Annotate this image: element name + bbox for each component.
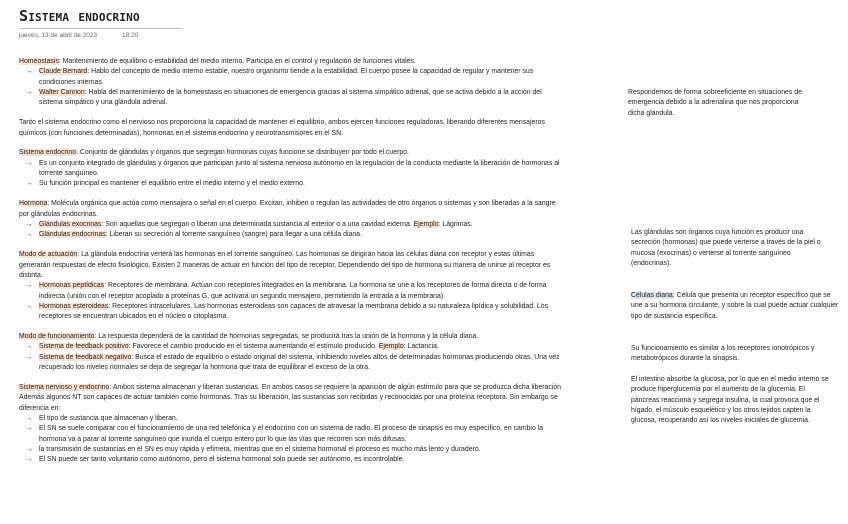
arrow-right-icon: → <box>25 68 33 76</box>
list-item: → Hormonas esteroideas: Receptores intracelulares. Las hormonas esteroideas son capaces de atravesar la membrana debido a su naturaleza lipídica y solubilidad. Los receptores se encuentran ubicados en el núcleo o citoplasma. <box>19 302 567 323</box>
side-note-celulas-diana: Células diana: Célula que presenta un receptor específico que se une a su hormona circulante, y sobre la cual puede actuar cualquier tipo de sustancia específica. <box>631 292 839 320</box>
term-ejemplo: Ejemplo <box>378 343 404 351</box>
page-title: Sistema endocrino <box>19 7 140 25</box>
list-item: → Glándulas exocrinas: Son aquellas que segregan o liberan una determinada sustancia al exterior o a una cavidad externa. Ejemplo: Lágrimas. <box>19 220 567 230</box>
note-body <box>19 57 567 475</box>
page-date: jueves, 13 de abril de 2023 <box>19 32 98 39</box>
list-item: → Sistema de feedback negativo: Busca el estado de equilibrio o estado original del sistema, inhibiendo niveles altos de determinadas hormonas produciendo otras. Una vez recuperado los niveles normales se deja de segregar la hormona que trata de equilibrar el exceso de la otra. <box>19 353 567 374</box>
arrow-right-icon: → <box>25 159 33 167</box>
list-item: → Claude Bernard: Hablo del concepto de medio interno estable, nuestro organismo tiende a la estabilidad. El cuerpo posee la capacidad de regular y mantener sus condiciones internas. <box>19 67 567 88</box>
arrow-right-icon: → <box>25 343 33 351</box>
list-item: → Es un conjunto integrado de glándulas y órganos que participan junto al sistema nervioso autónomo en la regulación de la conducta mediante la liberación de hormonas al torrente sanguíneo. <box>19 159 567 180</box>
list-item: → El SN puede ser tanto voluntario como autónomo, pero el sistema hormonal solo puede ser autónomo, es incontrolable. <box>19 455 567 465</box>
section-hormona: Hormona: Molécula orgánica que actúa como mensajera o señal en el cuerpo. Excitan, inhiben o regulan las actividades de otro órganos o sistemas y son liberadas a la sangre por glándulas endocrinas. → Glándulas exocrinas: Son aquellas que segregan o liberan una determinada sustancia al exterior o a una cavidad externa. Ejemplo: Lágrimas. → Glándulas endocrinas: Liberan su secreción al torrente sanguíneo (sangre) para llegar a una célula diana. <box>19 199 567 240</box>
term-celulas-diana: Células diana <box>631 292 673 299</box>
list-item: → Sistema de feedback positivo: Favorece el cambio producido en el sistema aumentando el estímulo producido. Ejemplo: Lactancia. <box>19 342 567 352</box>
section-intro <box>19 118 567 139</box>
definition-text: : Mantenimiento de equilibrio o estabilidad del medio interno. Participa en el control y regulación de funciones vitales. <box>58 58 416 65</box>
section-modo-actuacion: Modo de actuación: La glándula endocrina verterá las hormonas en el torrente sanguíneo. Las hormonas se dirigirán hacia las células diana con receptor y estas últimas generarán respuestas de efecto fisiológico. Existen 2 maneras de actuar en función del tipo de receptor, Dependiendo del tipo de hormona su manera de unirse al receptor es distinta. → Hormonas peptídicas: Receptores de membrana. Actúan con receptores integrados en la membrana. La hormona se une a los receptores de forma directa o de forma indirecta (unión con el receptor acoplado a proteínas G, que activará un segundo mensajero, permitiendo la entrada a la membrana). → Hormonas esteroideas: Receptores intracelulares. Las hormonas esteroideas son capaces de atravesar la membrana debido a su naturaleza lipídica y solubilidad. Los receptores se encuentran ubicados en el núcleo o citoplasma. <box>19 250 567 322</box>
term-glandulas-endocrinas: Glándulas endocrinas <box>39 231 106 239</box>
list-item: → la transmisión de sustancias en el SN es muy rápida y efímera, mientras que en el sistema hormonal el proceso es mucho más lento y duradero. <box>19 445 567 455</box>
term-glandulas-exocrinas: Glándulas exocrinas <box>39 220 102 228</box>
list-item: → Walter Cannon: Habla del mantenimiento de la homeostasis en situaciones de emergencia gracias al sistema simpático adrenal, que se activa debido a la acción del sistema simpático y una glándula adrenal. <box>19 88 567 109</box>
list-item: → Su función principal es mantener el equilibrio entre el medio interno y el medio externo. <box>19 179 567 189</box>
term-modo-actuacion: Modo de actuación <box>19 251 78 259</box>
side-note-adrenalina: Respondemos de forma sobreeficiente en situaciones de emergencia debido a la adrenalina que nos proporciona dicha glándula. <box>628 89 802 117</box>
section-modo-funcionamiento: Modo de funcionamiento: La respuesta dependerá de la cantidad de hormonas segregadas, se producirá tras la unión de la hormona y la célula diana. → Sistema de feedback positivo: Favorece el cambio producido en el sistema aumentando el estímulo producido. Ejemplo: Lactancia. → Sistema de feedback negativo: Busca el estado de equilibrio o estado original del sistema, inhibiendo niveles altos de determinadas hormonas produciendo otras. Una vez recuperado los niveles normales se deja de segregar la hormona que trata de equilibrar el exceso de la otra. <box>19 332 567 373</box>
list-item: → El SN se suele comparar con el funcionamiento de una red telefónica y el endocrino con un sistema de radio. El proceso de sinapsis es muy específico, en cambio la hormona va a parar al torrente sanguíneo que inunda el cuerpo entero por lo que las vías que recorren son más difusas. <box>19 424 567 445</box>
term-sistema-endocrino: Sistema endocrino <box>19 149 77 157</box>
paragraph: Tanto el sistema endocrino como el nervioso nos proporciona la capacidad de mantener el equilibrio, ambos ejercen funciones reguladoras, liberando diferentes mensajeros químicos (con funciones determinadas), hormonas en el sistema endocrino y neurotransmisores en el SN. <box>19 119 545 137</box>
section-sistema-nervioso-endocrino: Sistema nervioso y endocrino: Ambos sistema almacenan y liberan sustancias. En ambos casos se requiere la aparición de algún estímulo para que se produzca dicha liberación. Además algunos NT son capaces de actuar también como hormonas. Tras su liberación, las sustancias son recibidas y reconocidas por una proteína receptora. Sin embargo se diferencia en: → El tipo de sustancia que almacenan y liberan. → El SN se suele comparar con el funcionamiento de una red telefónica y el endocrino con un sistema de radio. El proceso de sinapsis es muy específico, en cambio la hormona va a parar al torrente sanguíneo que inunda el cuerpo entero por lo que las vías que recorren son más difusas. → la transmisión de sustancias en el SN es muy rápida y efímera, mientras que en el sistema hormonal el proceso es mucho más lento y duradero. → El SN puede ser tanto voluntario como autónomo, pero el sistema hormonal solo puede ser autónomo, es incontrolable. <box>19 383 567 466</box>
term-walter-cannon: Walter Cannon <box>39 89 85 97</box>
arrow-right-icon: → <box>25 414 33 422</box>
arrow-right-icon: → <box>25 220 33 228</box>
arrow-right-icon: → <box>25 231 33 239</box>
term-hormonas-esteroideas: Hormonas esteroideas <box>39 302 109 310</box>
term-claude-bernard: Claude Bernard <box>39 68 88 76</box>
term-sistema-nervioso-endocrino: Sistema nervioso y endocrino <box>19 383 110 391</box>
term-feedback-positivo: Sistema de feedback positivo <box>39 343 129 351</box>
list-item: → El tipo de sustancia que almacenan y liberan. <box>19 414 567 424</box>
side-note-glandulas: Las glándulas son órganos cuya función es producir una secreción (hormonas) que puede verterse a través de la piel o mucosa (exocrinas) o verterse al torrente sanguíneo (endocrinas). <box>631 229 821 267</box>
list-item: → Glándulas endocrinas: Liberan su secreción al torrente sanguíneo (sangre) para llegar a una célula diana. <box>19 230 567 240</box>
term-modo-funcionamiento: Modo de funcionamiento <box>19 333 95 341</box>
arrow-right-icon: → <box>25 282 33 290</box>
title-divider <box>19 28 182 29</box>
section-homeostasis <box>19 57 567 109</box>
arrow-right-icon: → <box>25 456 33 464</box>
side-note-glucosa: El intestino absorbe la glucosa, por lo que en el medio interno se produce hiperglucemia por el aumento de la glucemia. El páncreas reacciona y segrega insulina, la cual provoca que el hígado, el músculo esquelético y los otros tejidos capten la glucosa, recuperando así los niveles iniciales de glucemia. <box>631 376 829 425</box>
side-note-receptores: Su funcionamiento es similar a los receptores ionotrópicos y metabotrópicos durante la sinapsis. <box>631 345 815 363</box>
arrow-right-icon: → <box>25 302 33 310</box>
page-time: 18:20 <box>122 32 139 39</box>
term-homeostasis: Homeostasis <box>19 58 59 65</box>
list-item: → Hormonas peptídicas: Receptores de membrana. Actúan con receptores integrados en la membrana. La hormona se une a los receptores de forma directa o de forma indirecta (unión con el receptor acoplado a proteínas G, que activará un segundo mensajero, permitiendo la entrada a la membrana). <box>19 281 567 302</box>
arrow-right-icon: → <box>25 446 33 453</box>
section-sistema-endocrino: Sistema endocrino: Conjunto de glándulas y órganos que segregan hormonas cuyas funcione se distribuyen por todo el cuerpo. → Es un conjunto integrado de glándulas y órganos que participan junto al sistema nervioso autónomo en la regulación de la conducta mediante la liberación de hormonas al torrente sanguíneo. → Su función principal es mantener el equilibrio entre el medio interno y el medio externo. <box>19 148 567 189</box>
term-hormonas-peptidicas: Hormonas peptídicas <box>39 282 105 290</box>
arrow-right-icon: → <box>25 89 33 97</box>
arrow-right-icon: → <box>25 425 33 433</box>
arrow-right-icon: → <box>25 180 33 188</box>
term-hormona: Hormona <box>19 200 48 208</box>
arrow-right-icon: → <box>25 353 33 361</box>
term-ejemplo: Ejemplo <box>413 220 439 228</box>
term-feedback-negativo: Sistema de feedback negativo <box>39 353 132 361</box>
